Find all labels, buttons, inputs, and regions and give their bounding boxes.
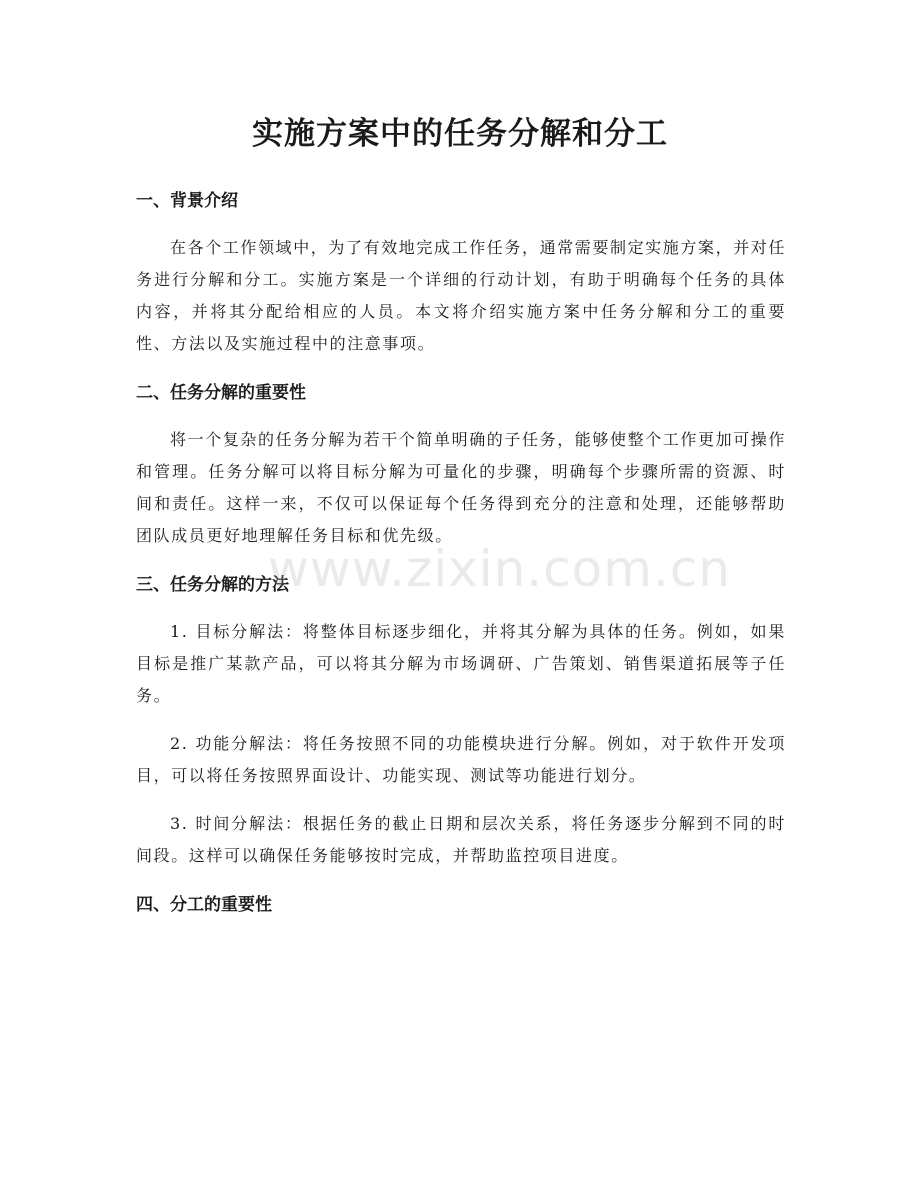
watermark: www.zixin.com.cn (268, 540, 732, 598)
list-item: 3. 时间分解法：根据任务的截止日期和层次关系，将任务逐步分解到不同的时间段。这样可以确保任务能够按时完成，并帮助监控项目进度。 (136, 814, 786, 865)
section-heading-division-importance: 四、分工的重要性 (136, 895, 272, 915)
document-body (136, 184, 786, 922)
list-item: 2. 功能分解法：将任务按照不同的功能模块进行分解。例如，对于软件开发项目，可以将任务按照界面设计、功能实现、测试等功能进行划分。 (136, 734, 786, 785)
section-paragraph: 将一个复杂的任务分解为若干个简单明确的子任务，能够使整个工作更加可操作和管理。任务分解可以将目标分解为可量化的步骤，明确每个步骤所需的资源、时间和责任。这样一来，不仅可以保证每个任务得到充分的注意和处理，还能够帮助团队成员更好地理解任务目标和优先级。 (136, 430, 787, 545)
section-paragraph: 在各个工作领域中，为了有效地完成工作任务，通常需要制定实施方案，并对任务进行分解和分工。实施方案是一个详细的行动计划，有助于明确每个任务的具体内容，并将其分配给相应的人员。本文将介绍实施方案中任务分解和分工的重要性、方法以及实施过程中的注意事项。 (136, 238, 787, 353)
section-heading-importance: 二、任务分解的重要性 (136, 383, 306, 403)
section-heading-methods: 三、任务分解的方法 (136, 575, 289, 595)
page-title: 实施方案中的任务分解和分工 (252, 116, 668, 152)
section-heading-background: 一、背景介绍 (136, 191, 238, 211)
list-item: 1. 目标分解法：将整体目标逐步细化，并将其分解为具体的任务。例如，如果目标是推广某款产品，可以将其分解为市场调研、广告策划、销售渠道拓展等子任务。 (136, 622, 786, 705)
